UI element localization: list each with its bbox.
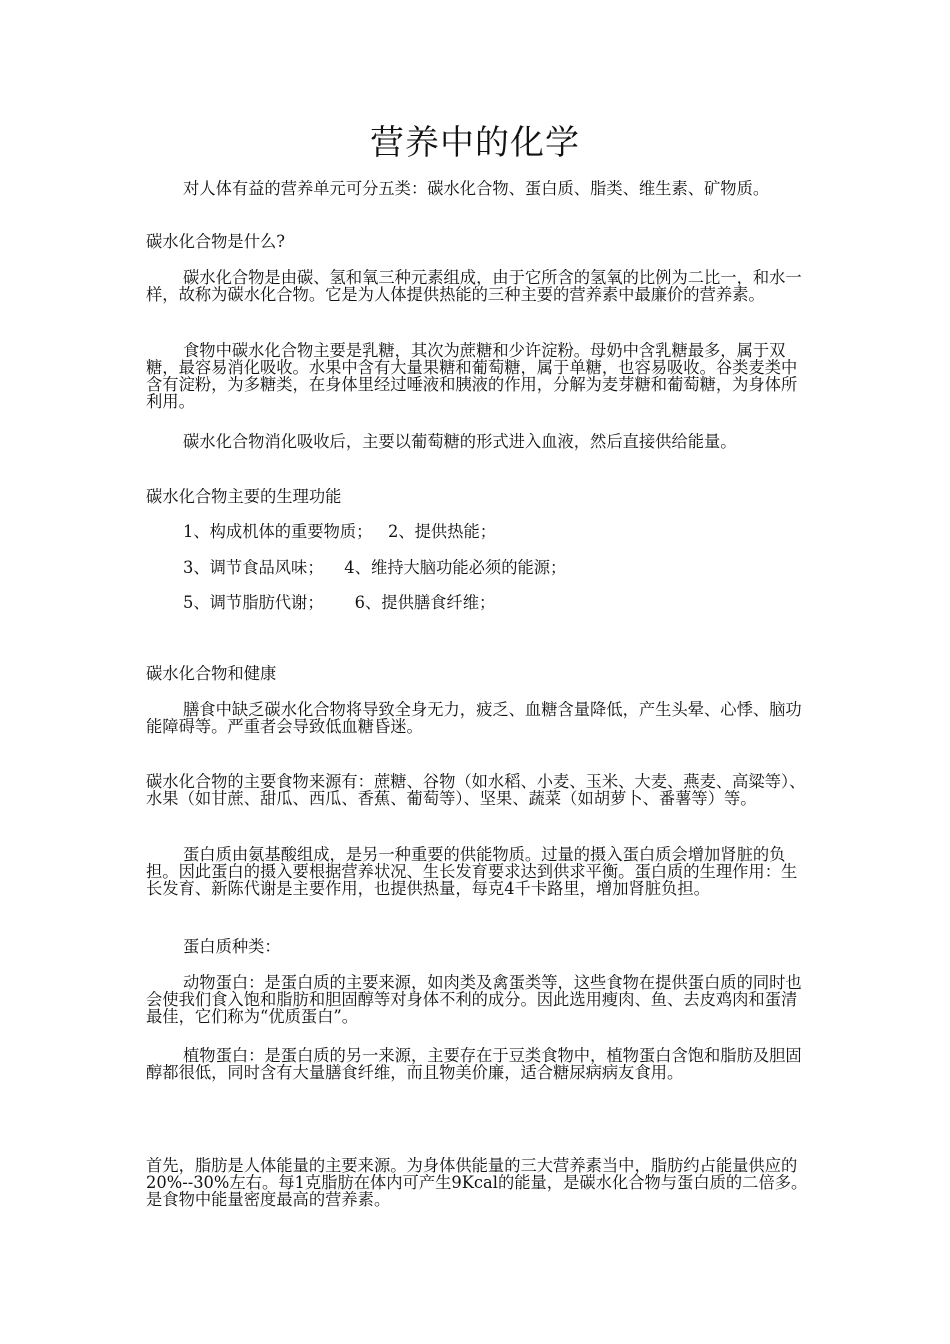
document-title: 营养中的化学 xyxy=(370,123,580,163)
carbohydrate-definition-paragraph: 碳水化合物是由碳、氢和氧三种元素组成，由于它所含的氢氧的比例为二比一，和水一样，故称为碳水化合物。它是为人体提供热能的三种主要的营养素中最廉价的营养素。 xyxy=(146,268,802,304)
fat-paragraph: 首先，脂肪是人体能量的主要来源。为身体供能量的三大营养素当中，脂肪约占能量供应的20%--30%左右。每1克脂肪在体内可产生9Kcal的能量，是碳水化合物与蛋白质的二倍多。是食物中能量密度最高的营养素。 xyxy=(146,1156,808,1209)
carbohydrate-foods-paragraph: 食物中碳水化合物主要是乳糖，其次为蔗糖和少许淀粉。母奶中含乳糖最多，属于双糖，最容易消化吸收。水果中含有大量果糖和葡萄糖，属于单糖，也容易吸收。谷类麦类中含有淀粉，为多糖类，在身体里经过唾液和胰液的作用，分解为麦芽糖和葡萄糖，为身体所利用。 xyxy=(146,341,798,411)
function-list-line-3: 5、调节脂肪代谢； 6、提供膳食纤维； xyxy=(183,593,496,612)
animal-protein-paragraph: 动物蛋白：是蛋白质的主要来源，如肉类及禽蛋类等，这些食物在提供蛋白质的同时也会使我们食入饱和脂肪和胆固醇等对身体不利的成分。因此选用瘦肉、鱼、去皮鸡肉和蛋清最佳，它们称为“优质蛋白”。 xyxy=(146,973,802,1026)
section-heading-carbohydrate-what: 碳水化合物是什么? xyxy=(146,232,285,251)
plant-protein-paragraph: 植物蛋白：是蛋白质的另一来源，主要存在于豆类食物中，植物蛋白含饱和脂肪及胆固醇都很低，同时含有大量膳食纤维，而且物美价廉，适合糖尿病病友食用。 xyxy=(146,1046,802,1082)
function-list-line-2: 3、调节食品风味； 4、维持大脑功能必须的能源； xyxy=(183,558,567,577)
health-paragraph: 膳食中缺乏碳水化合物将导致全身无力，疲乏、血糖含量降低，产生头晕、心悸、脑功能障碍等。严重者会导致低血糖昏迷。 xyxy=(146,700,802,736)
protein-types-heading: 蛋白质种类： xyxy=(183,937,281,956)
intro-paragraph: 对人体有益的营养单元可分五类：碳水化合物、蛋白质、脂类、维生素、矿物质。 xyxy=(183,179,770,198)
carbohydrate-digestion-paragraph: 碳水化合物消化吸收后，主要以葡萄糖的形式进入血液，然后直接供给能量。 xyxy=(183,432,737,451)
section-heading-health: 碳水化合物和健康 xyxy=(146,664,277,683)
section-heading-functions: 碳水化合物主要的生理功能 xyxy=(146,487,342,506)
food-sources-paragraph: 碳水化合物的主要食物来源有：蔗糖、谷物（如水稻、小麦、玉米、大麦、燕麦、高粱等）、水果（如甘蔗、甜瓜、西瓜、香蕉、葡萄等）、坚果、蔬菜（如胡萝卜、番薯等）等。 xyxy=(146,772,806,808)
function-list-line-1: 1、构成机体的重要物质； 2、提供热能； xyxy=(183,522,497,541)
protein-paragraph: 蛋白质由氨基酸组成，是另一种重要的供能物质。过量的摄入蛋白质会增加肾脏的负担。因此蛋白的摄入要根据营养状况、生长发育要求达到供求平衡。蛋白质的生理作用：生长发育、新陈代谢是主要作用，也提供热量，每克4千卡路里，增加肾脏负担。 xyxy=(146,845,798,898)
